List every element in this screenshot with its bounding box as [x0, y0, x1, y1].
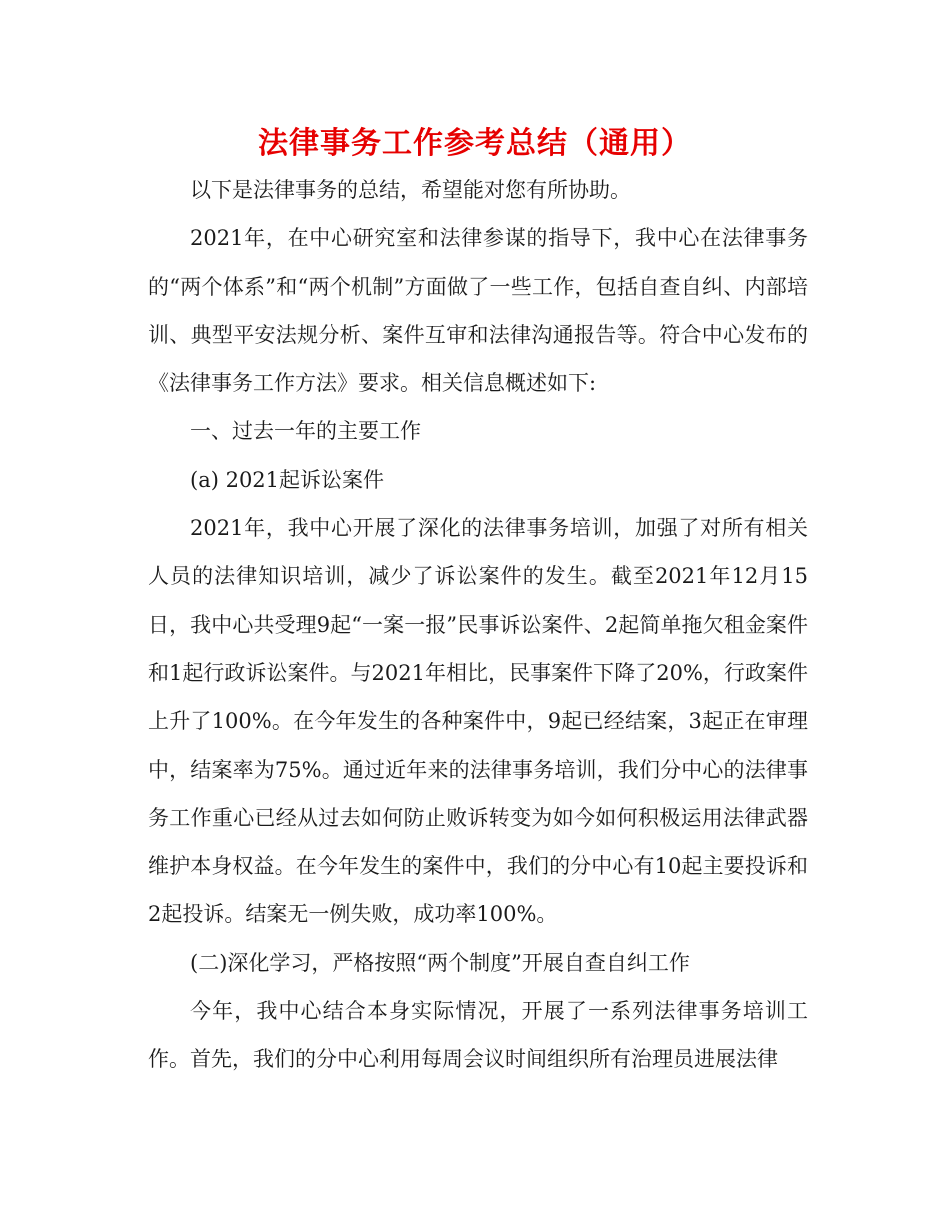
section-heading-main-work: 一、过去一年的主要工作 [190, 419, 421, 444]
paragraph-intro: 以下是法律事务的总结，希望能对您有所协助。 [190, 178, 631, 202]
document-title: 法律事务工作参考总结（通用） [258, 126, 692, 161]
paragraph-overview: 2021年，在中心研究室和法律参谋的指导下，我中心在法律事务的“两个体系”和“两个机制”方面做了一些工作，包括自查自纠、内部培训、典型平安法规分析、案件互审和法律沟通报告等。符合中心发布的《法律事务工作方法》要求。相关信息概述如下: [148, 226, 808, 396]
subsection-heading-self-inspection: (二)深化学习，严格按照“两个制度”开展自查自纠工作 [190, 950, 690, 975]
paragraph-lawsuits: 2021年，我中心开展了深化的法律事务培训，加强了对所有相关人员的法律知识培训，减少了诉讼案件的发生。截至2021年12月15日，我中心共受理9起“一案一报”民事诉讼案件、2起简单拖欠租金案件和1起行政诉讼案件。与2021年相比，民事案件下降了20%，行政案件上升了100%。在今年发生的各种案件中，9起已经结案，3起正在审理中，结案率为75%。通过近年来的法律事务培训，我们分中心的法律事务工作重心已经从过去如何防止败诉转变为如今如何积极运用法律武器维护本身权益。在今年发生的案件中，我们的分中心有10起主要投诉和2起投诉。结案无一例失败，成功率100%。 [148, 516, 808, 927]
subsection-heading-lawsuits: (a) 2021起诉讼案件 [190, 467, 385, 492]
document-body [148, 166, 808, 1084]
paragraph-training: 今年，我中心结合本身实际情况，开展了一系列法律事务培训工作。首先，我们的分中心利用每周会议时间组织所有治理员进展法律 [148, 999, 808, 1072]
